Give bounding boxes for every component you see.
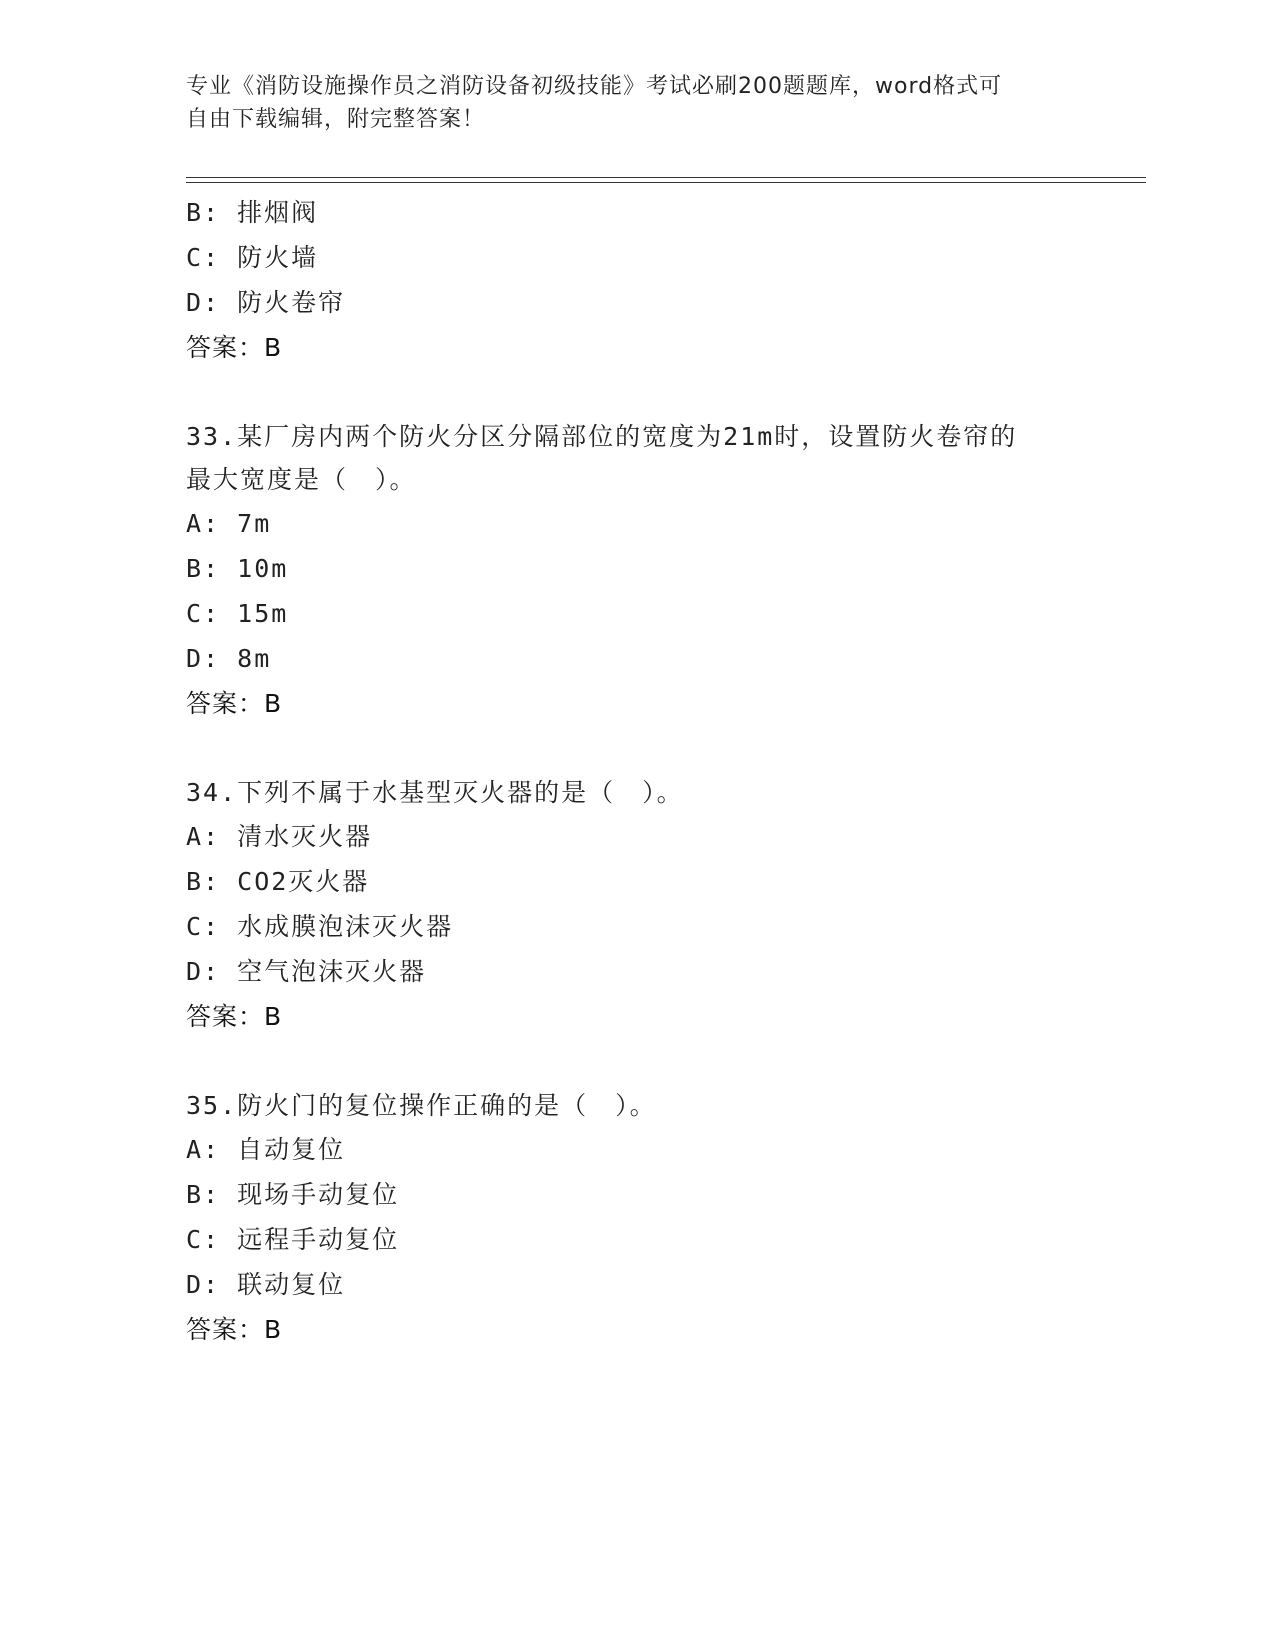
option-b: B: CO2灭火器 [186, 867, 370, 896]
option-b: B: 10m [186, 554, 289, 583]
spacer [186, 1039, 1086, 1084]
question-stem-line: 33.某厂房内两个防火分区分隔部位的宽度为21m时，设置防火卷帘的 [186, 422, 1018, 451]
option-b: B: 排烟阀 [186, 198, 319, 227]
question-stem-line: 34.下列不属于水基型灭火器的是（ ）。 [186, 778, 684, 807]
question-block-33 [186, 415, 1086, 726]
answer-line: 答案：B [186, 333, 283, 362]
option-a: A: 7m [186, 509, 272, 538]
spacer [186, 370, 1086, 415]
question-stem-line: 最大宽度是（ ）。 [186, 465, 417, 494]
header-title-line-1: 专业《消防设施操作员之消防设备初级技能》考试必刷200题题库，word格式可 [186, 74, 1003, 99]
option-b: B: 现场手动复位 [186, 1180, 400, 1209]
option-c: C: 防火墙 [186, 243, 319, 272]
question-block-34 [186, 771, 1086, 1039]
option-a: A: 清水灭火器 [186, 822, 373, 851]
option-c: C: 15m [186, 599, 289, 628]
question-block-35 [186, 1084, 1086, 1352]
question-stem-line: 35.防火门的复位操作正确的是（ ）。 [186, 1091, 657, 1120]
header-divider-top [186, 177, 1146, 178]
option-d: D: 防火卷帘 [186, 288, 346, 317]
answer-line: 答案：B [186, 1315, 283, 1344]
question-content [186, 190, 1086, 1352]
answer-line: 答案：B [186, 1002, 283, 1031]
option-d: D: 联动复位 [186, 1270, 346, 1299]
question-block-prev [186, 190, 1086, 370]
page-header [186, 70, 1066, 136]
option-a: A: 自动复位 [186, 1135, 346, 1164]
option-d: D: 8m [186, 644, 272, 673]
option-d: D: 空气泡沫灭火器 [186, 957, 427, 986]
answer-line: 答案：B [186, 689, 283, 718]
option-c: C: 远程手动复位 [186, 1225, 400, 1254]
header-title-line-2: 自由下载编辑，附完整答案！ [186, 107, 486, 132]
spacer [186, 726, 1086, 771]
option-c: C: 水成膜泡沫灭火器 [186, 912, 454, 941]
header-divider-bottom [186, 182, 1146, 183]
